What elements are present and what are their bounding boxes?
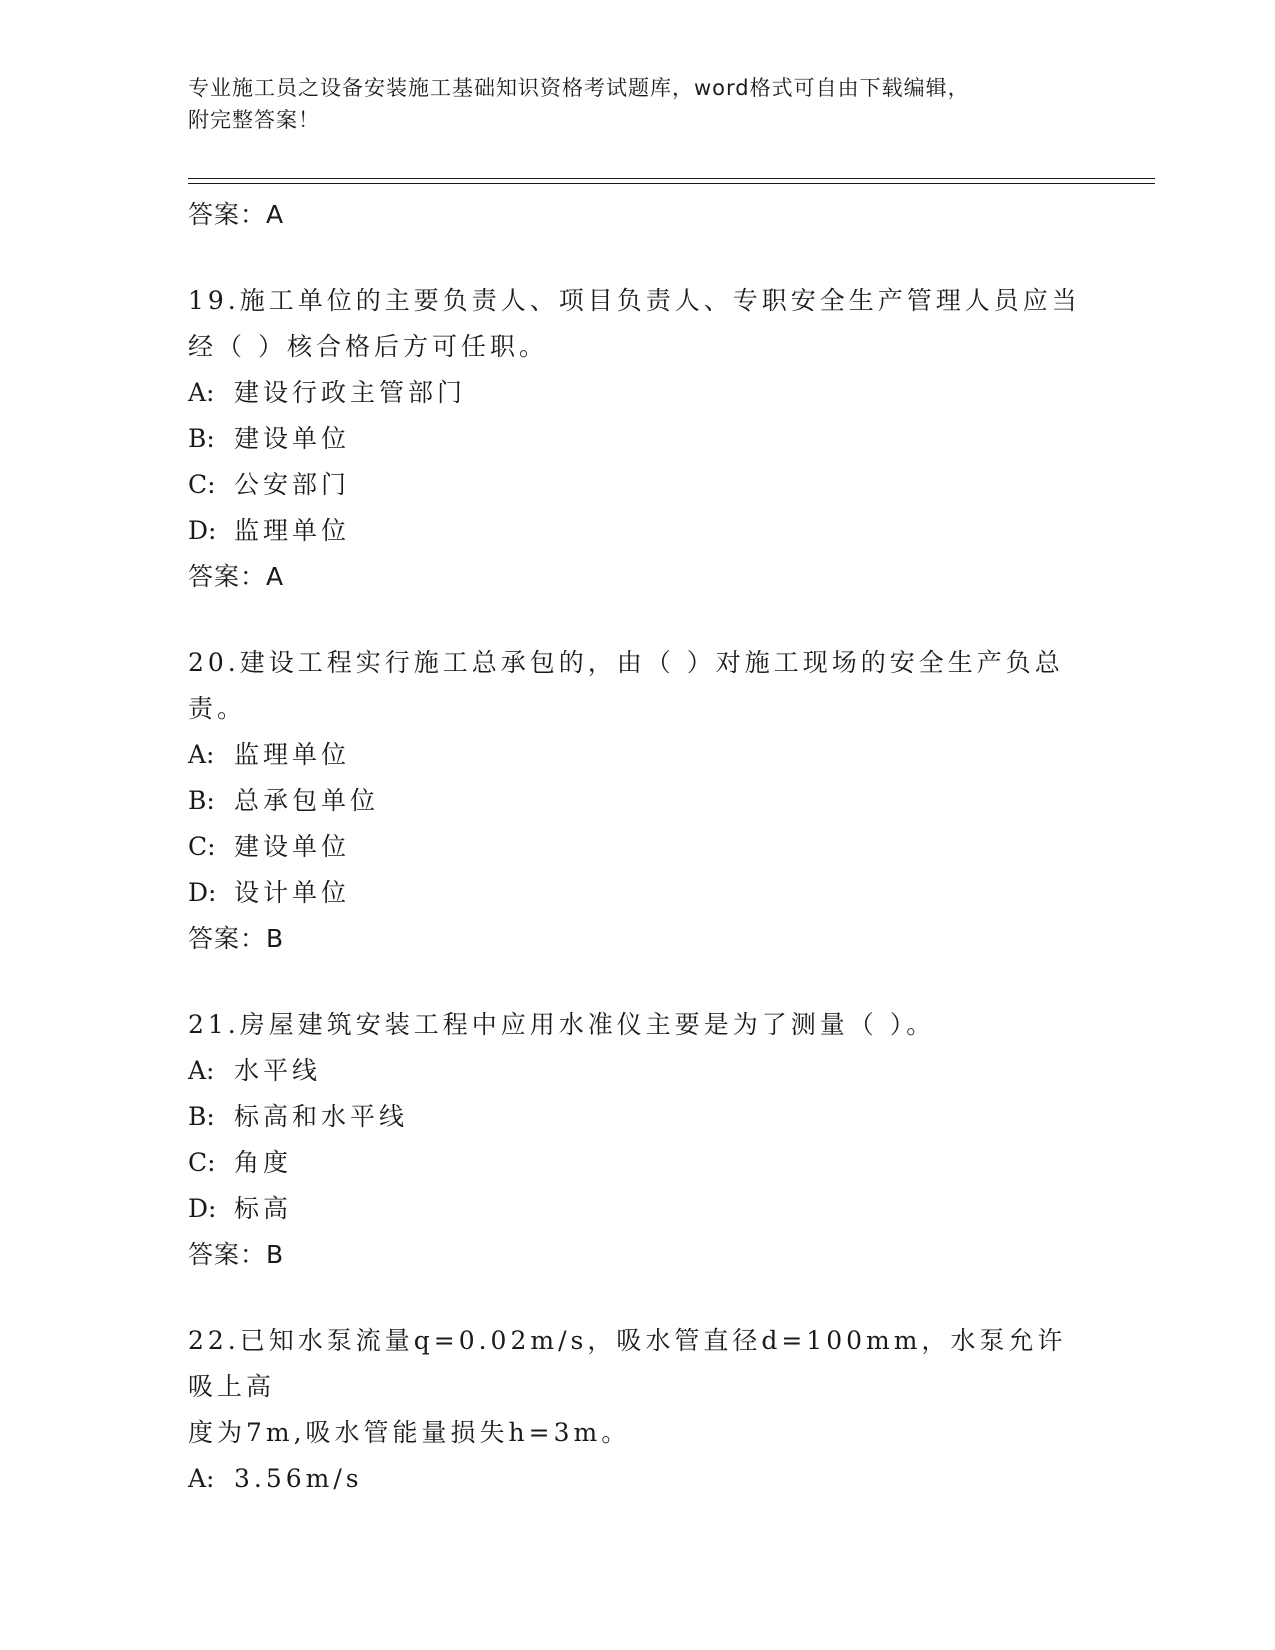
option-b (188, 416, 1088, 462)
option-letter: A: (188, 1056, 215, 1085)
question-block (188, 278, 1088, 600)
question-block (188, 1002, 1088, 1278)
option-text: 标高 (234, 1194, 293, 1223)
question-stem-line: 经（ ）核合格后方可任职。 (188, 332, 548, 361)
option-b (188, 1094, 1088, 1140)
header-divider-top (188, 178, 1155, 179)
option-letter: A: (188, 1464, 215, 1493)
answer-line: 答案：A (188, 562, 285, 591)
answer-line: 答案：A (188, 200, 285, 229)
option-b (188, 778, 1088, 824)
option-letter: C: (188, 1148, 216, 1177)
option-a (188, 1048, 1088, 1094)
header-line-1: 专业施工员之设备安装施工基础知识资格考试题库，word格式可自由下载编辑， (188, 76, 970, 100)
option-letter: B: (188, 1102, 215, 1131)
option-c (188, 462, 1088, 508)
option-text: 监理单位 (234, 516, 351, 545)
option-text: 建设单位 (234, 424, 351, 453)
option-text: 建设行政主管部门 (234, 378, 467, 407)
option-d (188, 508, 1088, 554)
option-text: 角度 (234, 1148, 293, 1177)
option-letter: C: (188, 832, 216, 861)
option-a (188, 1456, 1088, 1502)
option-a (188, 370, 1088, 416)
question-stem-line: 22.已知水泵流量q=0.02m/s，吸水管直径d=100mm，水泵允许吸上高 (188, 1326, 1067, 1401)
question-block (188, 1318, 1088, 1502)
question-stem-line: 19.施工单位的主要负责人、项目负责人、专职安全生产管理人员应当 (188, 286, 1081, 315)
option-text: 建设单位 (234, 832, 351, 861)
option-letter: D: (188, 516, 217, 545)
option-letter: B: (188, 424, 215, 453)
option-c (188, 824, 1088, 870)
option-letter: B: (188, 786, 215, 815)
option-letter: C: (188, 470, 216, 499)
question-stem-line: 责。 (188, 694, 247, 723)
header-divider-bottom (188, 183, 1155, 184)
option-text: 水平线 (234, 1056, 322, 1085)
option-text: 3.56m/s (234, 1464, 363, 1493)
document-header (188, 72, 1068, 136)
option-text: 标高和水平线 (234, 1102, 409, 1131)
answer-line: 答案：B (188, 924, 285, 953)
option-text: 设计单位 (234, 878, 351, 907)
question-block (188, 640, 1088, 962)
question-stem-line: 20.建设工程实行施工总承包的，由（ ）对施工现场的安全生产负总 (188, 648, 1064, 677)
option-text: 监理单位 (234, 740, 351, 769)
option-d (188, 1186, 1088, 1232)
option-c (188, 1140, 1088, 1186)
question-list (188, 192, 1088, 1502)
option-d (188, 870, 1088, 916)
header-line-2: 附完整答案！ (188, 108, 320, 132)
question-stem-line: 度为7m,吸水管能量损失h=3m。 (188, 1418, 631, 1447)
option-text: 公安部门 (234, 470, 351, 499)
option-text: 总承包单位 (234, 786, 380, 815)
option-a (188, 732, 1088, 778)
answer-line: 答案：B (188, 1240, 285, 1269)
option-letter: D: (188, 878, 217, 907)
option-letter: D: (188, 1194, 217, 1223)
option-letter: A: (188, 378, 215, 407)
question-stem-line: 21.房屋建筑安装工程中应用水准仪主要是为了测量（ ）。 (188, 1010, 936, 1039)
option-letter: A: (188, 740, 215, 769)
